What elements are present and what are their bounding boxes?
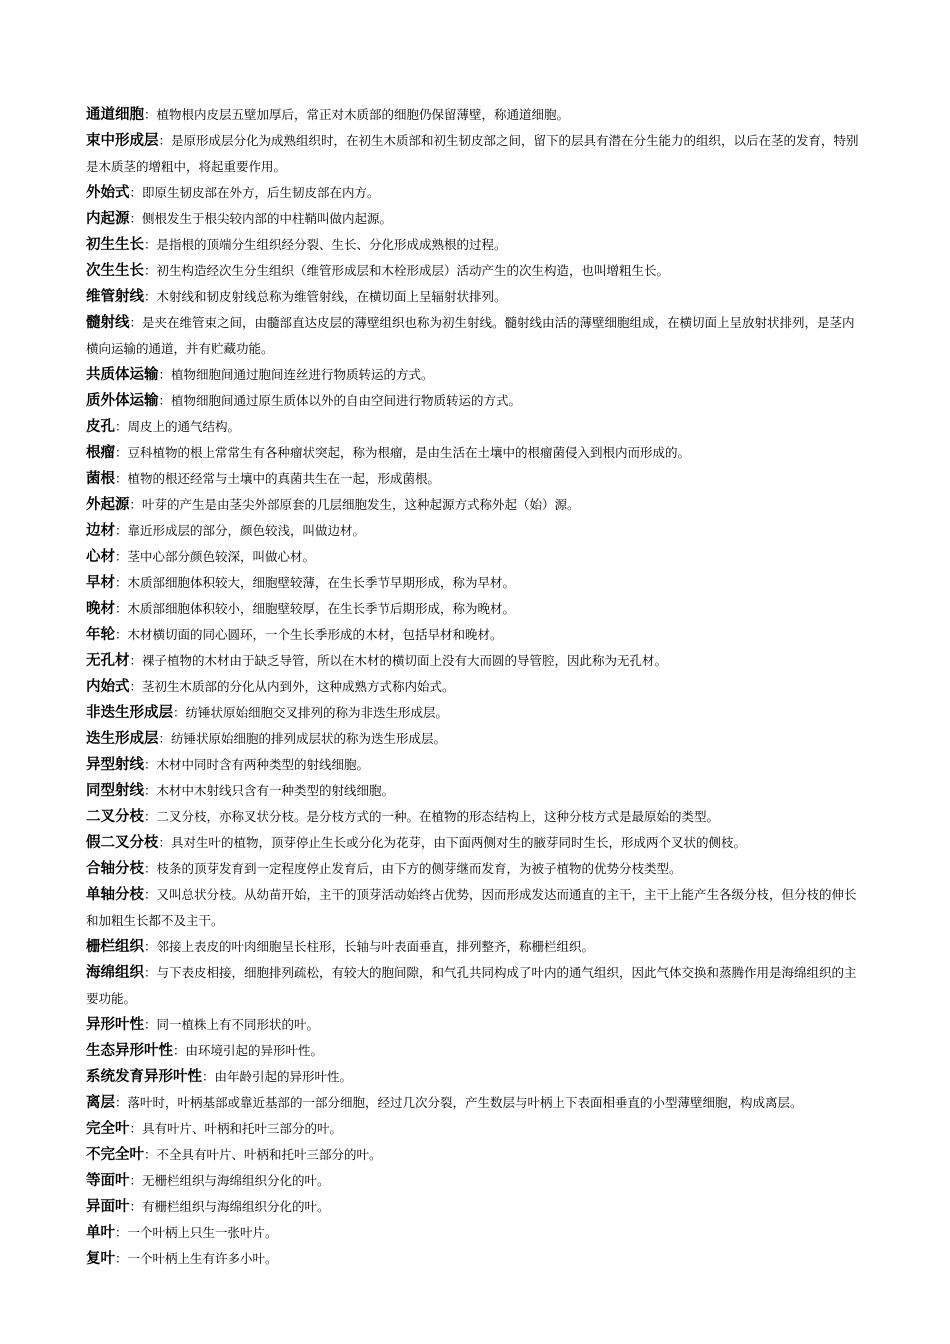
glossary-definition: ：初生构造经次生分生组织（维管形成层和木栓形成层）活动产生的次生构造，也叫增粗生长。 — [144, 263, 670, 278]
glossary-entry — [86, 648, 860, 674]
glossary-term: 异面叶 — [86, 1199, 130, 1215]
glossary-term: 共质体运输 — [86, 367, 159, 383]
glossary-entry — [86, 492, 860, 518]
glossary-term: 次生生长 — [86, 263, 144, 279]
glossary-entry — [86, 1168, 860, 1194]
glossary-definition: ：是原形成层分化为成熟组织时，在初生木质部和初生韧皮部之间，留下的层具有潜在分生能力的组织，以后在茎的发育，特别是木质茎的增粗中，将起重要作用。 — [86, 133, 859, 174]
glossary-term: 早材 — [86, 575, 115, 591]
glossary-entry — [86, 206, 860, 232]
glossary-entry — [86, 674, 860, 700]
glossary-definition: ：茎中心部分颜色较深，叫做心材。 — [115, 549, 316, 564]
glossary-definition: ：由年龄引起的异形叶性。 — [202, 1069, 353, 1084]
glossary-entry — [86, 778, 860, 804]
glossary-definition: ：纺锤状原始细胞的排列成层状的称为迭生形成层。 — [158, 731, 447, 746]
glossary-entry — [86, 362, 860, 388]
glossary-term: 系统发育异形叶性 — [86, 1069, 202, 1085]
glossary-term: 生态异形叶性 — [86, 1043, 173, 1059]
glossary-entry — [86, 128, 860, 180]
glossary-entry — [86, 102, 860, 128]
glossary-term: 年轮 — [86, 627, 115, 643]
glossary-definition: ：植物的根还经常与土壤中的真菌共生在一起，形成菌根。 — [115, 471, 441, 486]
glossary-term: 迭生形成层 — [86, 731, 159, 747]
glossary-entry — [86, 544, 860, 570]
glossary-entry — [86, 1142, 860, 1168]
glossary-term: 晚材 — [86, 601, 115, 617]
glossary-definition: ：有栅栏组织与海绵组织分化的叶。 — [129, 1199, 330, 1214]
glossary-entry — [86, 310, 860, 362]
glossary-term: 髓射线 — [86, 315, 130, 331]
glossary-entry — [86, 440, 860, 466]
glossary-entry — [86, 622, 860, 648]
glossary-definition: ：一个叶柄上只生一张叶片。 — [115, 1225, 278, 1240]
glossary-definition: ：茎初生木质部的分化从内到外，这种成熟方式称内始式。 — [129, 679, 455, 694]
glossary-definition: ：与下表皮相接，细胞排列疏松，有较大的胞间隙，和气孔共同构成了叶内的通气组织，因此气体交换和蒸腾作用是海绵组织的主要功能。 — [86, 965, 857, 1006]
glossary-term: 异型射线 — [86, 757, 144, 773]
glossary-term: 根瘤 — [86, 445, 115, 461]
glossary-definition: ：同一植株上有不同形状的叶。 — [144, 1017, 320, 1032]
glossary-entry — [86, 596, 860, 622]
glossary-term: 二叉分枝 — [86, 809, 144, 825]
glossary-term: 同型射线 — [86, 783, 144, 799]
glossary-definition: ：由环境引起的异形叶性。 — [173, 1043, 324, 1058]
glossary-term: 皮孔 — [86, 419, 115, 435]
glossary-entry — [86, 414, 860, 440]
glossary-entry — [86, 466, 860, 492]
glossary-entry — [86, 284, 860, 310]
glossary-term: 质外体运输 — [86, 393, 159, 409]
glossary-definition: ：木材中木射线只含有一种类型的射线细胞。 — [144, 783, 395, 798]
glossary-entry — [86, 700, 860, 726]
glossary-definition: ：叶芽的产生是由茎尖外部原套的几层细胞发生，这种起源方式称外起（始）源。 — [129, 497, 580, 512]
glossary-definition: ：不全具有叶片、叶柄和托叶三部分的叶。 — [144, 1147, 382, 1162]
glossary-definition: ：一个叶柄上生有许多小叶。 — [115, 1251, 278, 1266]
glossary-definition: ：二叉分枝，亦称叉状分枝。是分枝方式的一种。在植物的形态结构上，这种分枝方式是最原始的类型。 — [144, 809, 720, 824]
glossary-term: 非迭生形成层 — [86, 705, 173, 721]
glossary-entry — [86, 752, 860, 778]
glossary-definition: ：木质部细胞体积较小，细胞壁较厚，在生长季节后期形成，称为晚材。 — [115, 601, 516, 616]
glossary-definition: ：即原生韧皮部在外方，后生韧皮部在内方。 — [129, 185, 380, 200]
glossary-definition: ：邻接上表皮的叶肉细胞呈长柱形，长轴与叶表面垂直，排列整齐，称栅栏组织。 — [144, 939, 595, 954]
glossary-term: 异形叶性 — [86, 1017, 144, 1033]
glossary-term: 心材 — [86, 549, 115, 565]
glossary-entry — [86, 232, 860, 258]
glossary-definition: ：无栅栏组织与海绵组织分化的叶。 — [129, 1173, 330, 1188]
glossary-definition: ：落叶时，叶柄基部或靠近基部的一部分细胞，经过几次分裂，产生数层与叶柄上下表面相垂直的小型薄壁细胞，构成离层。 — [115, 1095, 803, 1110]
glossary-entry — [86, 1246, 860, 1272]
glossary-entry — [86, 830, 860, 856]
glossary-term: 内起源 — [86, 211, 130, 227]
glossary-term: 不完全叶 — [86, 1147, 144, 1163]
glossary-definition: ：植物细胞间通过原生质体以外的自由空间进行物质转运的方式。 — [158, 393, 522, 408]
glossary-definition: ：裸子植物的木材由于缺乏导管，所以在木材的横切面上没有大而圆的导管腔，因此称为无孔材。 — [129, 653, 668, 668]
glossary-entry — [86, 804, 860, 830]
glossary-entry — [86, 1090, 860, 1116]
glossary-entry — [86, 1012, 860, 1038]
glossary-definition: ：侧根发生于根尖较内部的中柱鞘叫做内起源。 — [129, 211, 393, 226]
glossary-definition: ：木射线和韧皮射线总称为维管射线，在横切面上呈辐射状排列。 — [144, 289, 507, 304]
glossary-term: 栅栏组织 — [86, 939, 144, 955]
glossary-entry — [86, 258, 860, 284]
glossary-term: 合轴分枝 — [86, 861, 144, 877]
glossary-term: 外起源 — [86, 497, 130, 513]
glossary-definition: ：枝条的顶芽发育到一定程度停止发育后，由下方的侧芽继而发育，为被子植物的优势分枝类型。 — [144, 861, 682, 876]
glossary-entry — [86, 934, 860, 960]
glossary-entry — [86, 960, 860, 1012]
glossary-definition: ：是指根的顶端分生组织经分裂、生长、分化形成成熟根的过程。 — [144, 237, 507, 252]
glossary-term: 束中形成层 — [86, 133, 159, 149]
glossary-entry — [86, 180, 860, 206]
glossary-definition: ：具有叶片、叶柄和托叶三部分的叶。 — [129, 1121, 343, 1136]
glossary-term: 离层 — [86, 1095, 115, 1111]
glossary-definition: ：纺锤状原始细胞交叉排列的称为非迭生形成层。 — [173, 705, 449, 720]
glossary-definition: ：周皮上的通气结构。 — [115, 419, 241, 434]
glossary-term: 等面叶 — [86, 1173, 130, 1189]
glossary-definition: ：植物根内皮层五壁加厚后，常正对木质部的细胞仍保留薄壁，称通道细胞。 — [144, 107, 570, 122]
glossary-term: 边材 — [86, 523, 115, 539]
glossary-entry — [86, 882, 860, 934]
glossary-term: 完全叶 — [86, 1121, 130, 1137]
glossary-term: 菌根 — [86, 471, 115, 487]
glossary-term: 复叶 — [86, 1251, 115, 1267]
glossary-entry — [86, 1064, 860, 1090]
glossary-term: 单轴分枝 — [86, 887, 144, 903]
glossary-entry — [86, 856, 860, 882]
glossary-entry — [86, 570, 860, 596]
glossary-term: 无孔材 — [86, 653, 130, 669]
glossary-definition: ：又叫总状分枝。从幼苗开始，主干的顶芽活动始终占优势，因而形成发达而通直的主干，主干上能产生各级分枝，但分枝的伸长和加粗生长都不及主干。 — [86, 887, 857, 928]
glossary-entry — [86, 726, 860, 752]
glossary-term: 内始式 — [86, 679, 130, 695]
glossary-entry — [86, 518, 860, 544]
glossary-definition: ：植物细胞间通过胞间连丝进行物质转运的方式。 — [158, 367, 434, 382]
glossary-document — [86, 102, 860, 1272]
glossary-term: 单叶 — [86, 1225, 115, 1241]
glossary-entry — [86, 1220, 860, 1246]
glossary-term: 外始式 — [86, 185, 130, 201]
glossary-entry — [86, 1194, 860, 1220]
glossary-definition: ：豆科植物的根上常常生有各种瘤状突起，称为根瘤，是由生活在土壤中的根瘤菌侵入到根内而形成的。 — [115, 445, 691, 460]
glossary-definition: ：木质部细胞体积较大，细胞壁较薄，在生长季节早期形成，称为早材。 — [115, 575, 516, 590]
glossary-term: 海绵组织 — [86, 965, 144, 981]
glossary-term: 通道细胞 — [86, 107, 144, 123]
glossary-definition: ：靠近形成层的部分，颜色较浅，叫做边材。 — [115, 523, 366, 538]
glossary-definition: ：木材横切面的同心圆环，一个生长季形成的木材，包括早材和晚材。 — [115, 627, 503, 642]
glossary-definition: ：具对生叶的植物，顶芽停止生长或分化为花芽，由下面两侧对生的腋芽同时生长，形成两个叉状的侧枝。 — [158, 835, 747, 850]
glossary-term: 维管射线 — [86, 289, 144, 305]
glossary-entry — [86, 388, 860, 414]
glossary-term: 初生生长 — [86, 237, 144, 253]
glossary-term: 假二叉分枝 — [86, 835, 159, 851]
glossary-definition: ：是夹在维管束之间，由髓部直达皮层的薄壁组织也称为初生射线。髓射线由活的薄壁细胞组成，在横切面上呈放射状排列，是茎内横向运输的通道，并有贮藏功能。 — [86, 315, 855, 356]
glossary-entry — [86, 1116, 860, 1142]
glossary-definition: ：木材中同时含有两种类型的射线细胞。 — [144, 757, 370, 772]
glossary-entry — [86, 1038, 860, 1064]
